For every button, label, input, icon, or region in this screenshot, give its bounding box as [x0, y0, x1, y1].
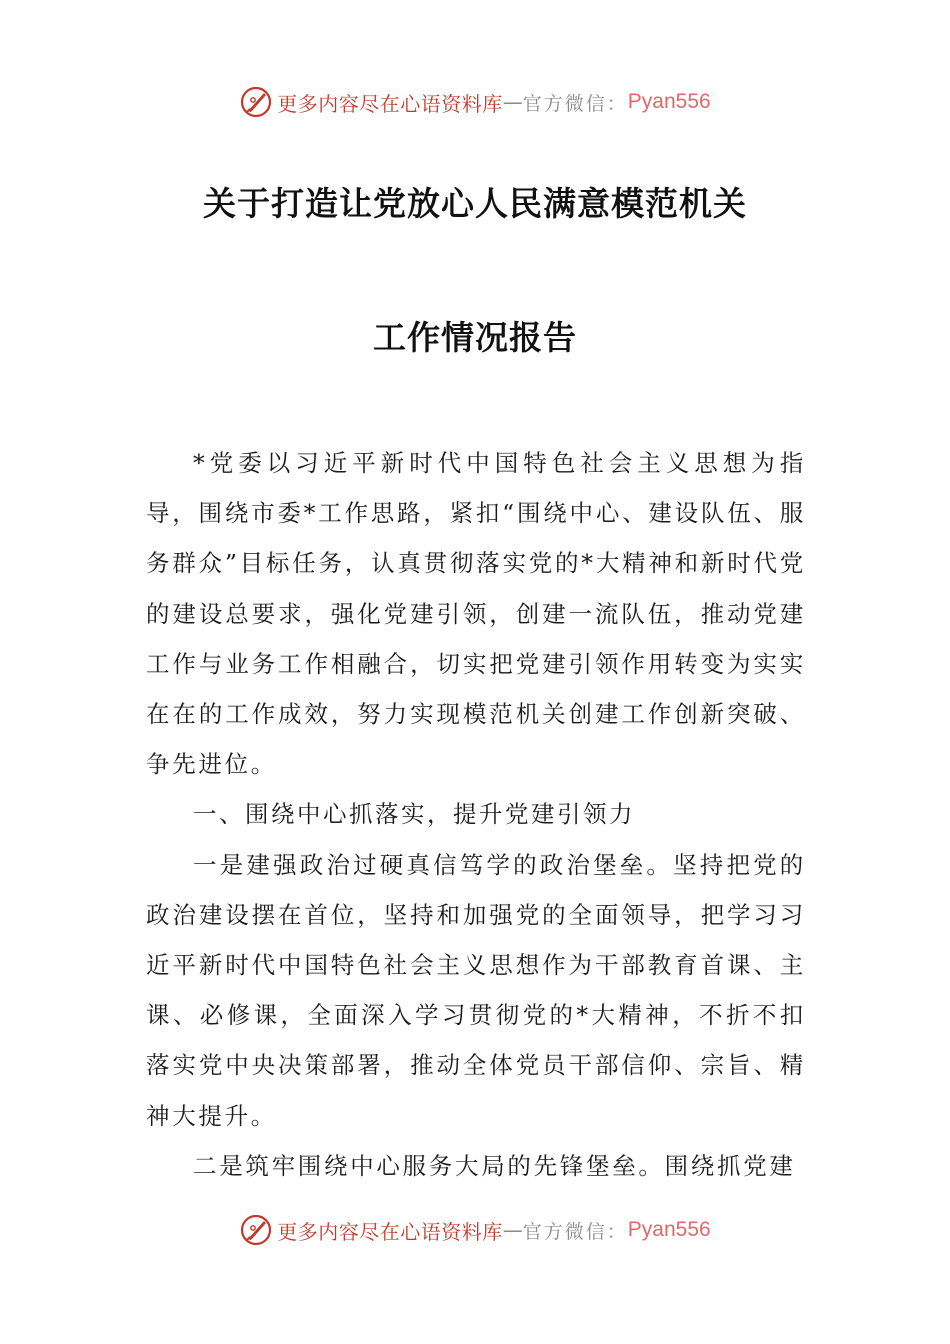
quill-logo-icon — [239, 85, 273, 119]
watermark-dash: — — [502, 90, 523, 114]
watermark-wechat-label: 官方微信： — [522, 92, 628, 115]
watermark-wechat-id: Pyan556 — [627, 90, 711, 113]
document-title-line-1: 关于打造让党放心人民满意模范机关 — [203, 184, 747, 223]
watermark-wechat-id: Pyan556 — [627, 1218, 711, 1241]
section-heading-1: 一、围绕中心抓落实，提升党建引领力 — [193, 800, 635, 829]
watermark-brand-text: 更多内容尽在心语资料库 — [277, 91, 503, 116]
watermark-banner-bottom — [0, 1210, 950, 1250]
watermark-banner-top — [0, 82, 950, 122]
body-paragraph-intro: *党委以习近平新时代中国特色社会主义思想为指导，围绕市委*工作思路，紧扣“围绕中心、建设队伍、服务群众”目标任务，认真贯彻落实党的*大精神和新时代党的建设总要求，强化党建引领，创建一流队伍，推动党建工作与业务工作相融合，切实把党建引领作用转变为实实在在的工作成效，努力实现模范机关创建工作创新突破、争先进位。 — [146, 449, 806, 779]
watermark-brand-text: 更多内容尽在心语资料库 — [277, 1219, 503, 1244]
watermark-wechat-label: 官方微信： — [522, 1220, 628, 1243]
document-body — [146, 438, 806, 1191]
watermark-dash: — — [502, 1218, 523, 1242]
body-paragraph-1: 一是建强政治过硬真信笃学的政治堡垒。坚持把党的政治建设摆在首位，坚持和加强党的全面领导，把学习习近平新时代中国特色社会主义思想作为干部教育首课、主课、必修课，全面深入学习贯彻党的*大精神，不折不扣落实党中央决策部署，推动全体党员干部信仰、宗旨、精神大提升。 — [146, 850, 806, 1130]
document-title-line-2: 工作情况报告 — [373, 318, 577, 357]
body-paragraph-2: 二是筑牢围绕中心服务大局的先锋堡垒。围绕抓党建 — [193, 1151, 796, 1180]
quill-logo-icon — [239, 1213, 273, 1247]
